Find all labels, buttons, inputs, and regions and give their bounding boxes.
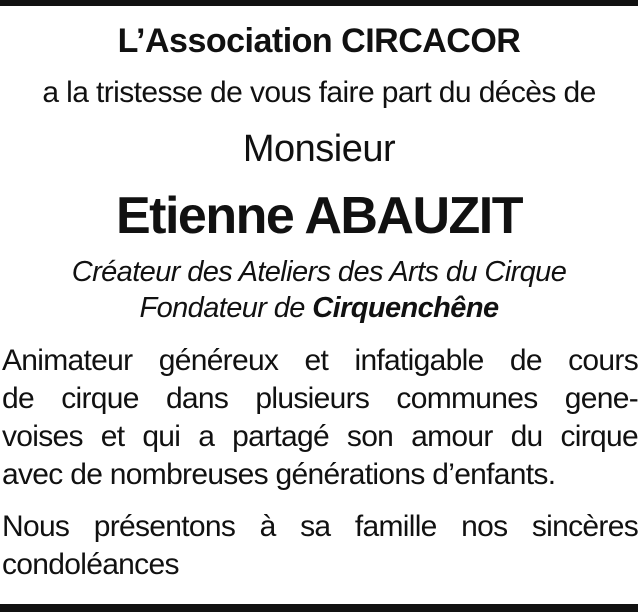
- organization-name: L’Association CIRCACOR: [117, 22, 521, 60]
- announcement-intro: a la tristesse de vous faire part du décès de: [42, 76, 596, 109]
- condolences-line-1: Nous présentons à sa famille nos sincères: [2, 510, 638, 543]
- role-founder-organization: Cirquenchêne: [312, 292, 499, 324]
- condolences-paragraph: [2, 508, 638, 584]
- tribute-line-3: voises et qui a partagé son amour du cirque: [2, 420, 638, 453]
- top-border-rule: [0, 0, 638, 6]
- condolences-line-2: condoléances: [2, 548, 179, 581]
- bottom-border-rule: [0, 604, 638, 612]
- deceased-name: Etienne ABAUZIT: [115, 187, 523, 245]
- tribute-line-1: Animateur généreux et infatigable de cours: [2, 344, 638, 377]
- honorific-title: Monsieur: [242, 128, 396, 170]
- tribute-paragraph: [2, 342, 638, 494]
- tribute-line-4: avec de nombreuses générations d’enfants.: [2, 458, 556, 491]
- tribute-line-2: de cirque dans plusieurs communes gene-: [2, 382, 638, 415]
- role-founder-prefix: Fondateur de: [139, 292, 313, 324]
- role-creator: Créateur des Ateliers des Arts du Cirque: [71, 256, 567, 288]
- role-founder: [0, 292, 638, 325]
